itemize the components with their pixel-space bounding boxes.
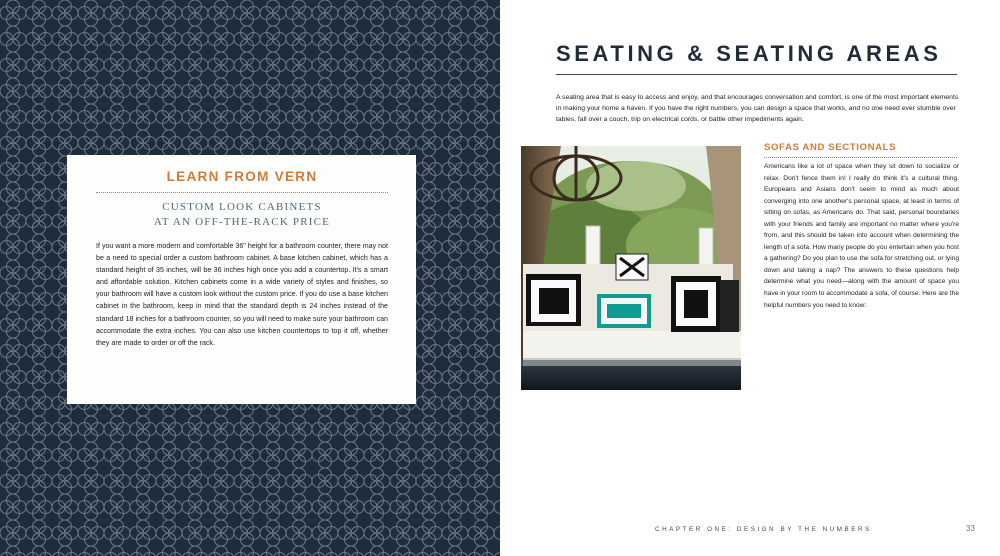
section-divider xyxy=(764,157,957,158)
sidebar-subheading xyxy=(96,200,388,230)
right-page xyxy=(500,0,1000,556)
sidebar-body-text: If you want a more modern and comfortable 36" height for a bathroom counter, there may not be a need to special order a custom bathroom cabinet. A base kitchen cabinet, which has a standard height of 35 inches, will be 36 inches high once you add a countertop. It's a smart and affordable solution. Kitchen cabinets come in a wide variety of styles and finishes, so your bathroom will have a custom look without the custom price. If you do use a base kitchen cabinet in the bathroom, keep in mind that the standard depth is 24 inches instead of the standard 18 inches for a bathroom counter, so you will need to make sure your bathroom can accommodate the extra inches. You can also use kitchen countertops to top it off, whether they are made to order or off the rack. xyxy=(96,242,388,347)
title-rule xyxy=(556,74,957,75)
page-title: SEATING & SEATING AREAS xyxy=(556,41,942,66)
section-heading: SOFAS AND SECTIONALS xyxy=(764,142,897,153)
running-footer: CHAPTER ONE: DESIGN BY THE NUMBERS xyxy=(655,526,872,533)
sidebar-heading: LEARN FROM VERN xyxy=(166,169,318,184)
outdoor-sofa-photo xyxy=(521,146,741,390)
sidebar-subheading-line2: AT AN OFF-THE-RACK PRICE xyxy=(153,216,331,228)
sidebar-divider xyxy=(96,192,388,193)
intro-paragraph: A seating area that is easy to access and enjoy, and that encourages conversation and comfort, is one of the most important elements in making your home a haven. If you have the right numbers, you can design a space that works, and no one need ever stumble over tables, fall over a couch, trip on electrical cords, or battle other impediments again. xyxy=(556,94,959,124)
sidebar-subheading-line1: CUSTOM LOOK CABINETS xyxy=(162,201,322,213)
page-number: 33 xyxy=(966,524,975,533)
tip-sidebar-card xyxy=(67,155,416,404)
section-body-text: Americans like a lot of space when they sit down to socialize or relax. Don't fence them in! I really do think it's a cultural thing. Europeans and Asians don't seem to mind as much about converging into one another's personal space, at least in terms of sitting on sofas, as Americans do. That said, personal boundaries with your friends and family are important no matter where you're from, and this should be taken into account when determining the length of a sofa. How many people do you entertain when you host a gathering? Do you plan to use the sofa for stretching out, or lying down and taking a nap? The answers to these questions help determine what you need—along with the amount of space you have in your room to accommodate a sofa, of course. Here are the helpful numbers you need to know: xyxy=(764,163,960,309)
